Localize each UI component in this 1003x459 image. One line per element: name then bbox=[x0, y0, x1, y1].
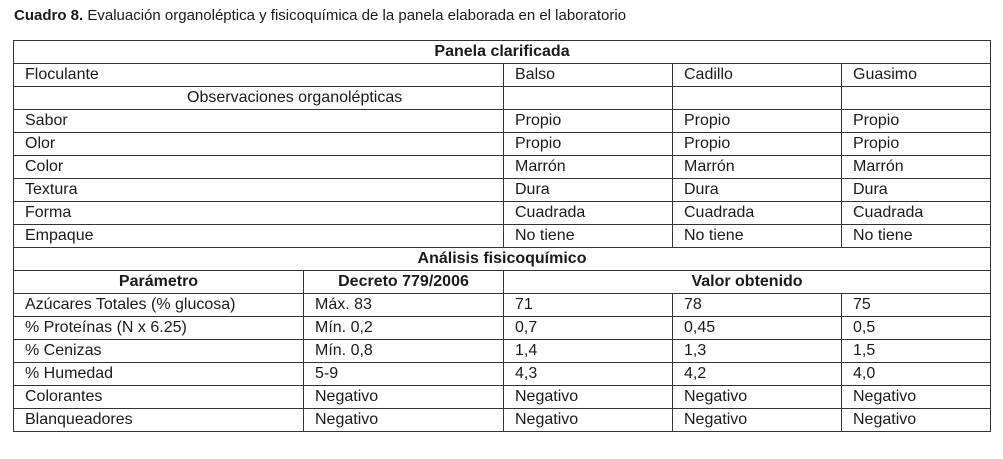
obtained-value: Negativo bbox=[504, 386, 673, 409]
obtained-value: 0,45 bbox=[673, 317, 842, 340]
decreto-value: Mín. 0,8 bbox=[304, 340, 504, 363]
table-row bbox=[14, 363, 991, 386]
table-row bbox=[14, 340, 991, 363]
empty-cell bbox=[842, 87, 991, 110]
row-value: Dura bbox=[842, 179, 991, 202]
floculante-header: Floculante bbox=[14, 64, 504, 87]
obtained-value: 1,3 bbox=[673, 340, 842, 363]
row-value: Marrón bbox=[504, 156, 673, 179]
decreto-value: Negativo bbox=[304, 386, 504, 409]
row-value: Propio bbox=[673, 110, 842, 133]
table-row bbox=[14, 317, 991, 340]
row-value: No tiene bbox=[673, 225, 842, 248]
row-label: Sabor bbox=[14, 110, 504, 133]
param-label: % Proteínas (N x 6.25) bbox=[14, 317, 304, 340]
param-label: % Humedad bbox=[14, 363, 304, 386]
section-title-panela: Panela clarificada bbox=[14, 41, 991, 64]
obtained-value: 4,2 bbox=[673, 363, 842, 386]
obtained-value: Negativo bbox=[673, 386, 842, 409]
obtained-value: 78 bbox=[673, 294, 842, 317]
obtained-value: Negativo bbox=[504, 409, 673, 432]
row-value: No tiene bbox=[842, 225, 991, 248]
observaciones-row bbox=[14, 87, 991, 110]
table-row bbox=[14, 133, 991, 156]
table-row bbox=[14, 409, 991, 432]
observaciones-label: Observaciones organolépticas bbox=[14, 87, 504, 110]
param-label: Azúcares Totales (% glucosa) bbox=[14, 294, 304, 317]
row-value: Cuadrada bbox=[673, 202, 842, 225]
analisis-header-row bbox=[14, 271, 991, 294]
row-label: Color bbox=[14, 156, 504, 179]
column-balso: Balso bbox=[504, 64, 673, 87]
decreto-value: 5-9 bbox=[304, 363, 504, 386]
obtained-value: 4,0 bbox=[842, 363, 991, 386]
table-row bbox=[14, 110, 991, 133]
section-header-row bbox=[14, 41, 991, 64]
row-value: Propio bbox=[842, 110, 991, 133]
row-value: Dura bbox=[673, 179, 842, 202]
obtained-value: 1,5 bbox=[842, 340, 991, 363]
section-header-row bbox=[14, 248, 991, 271]
decreto-value: Mín. 0,2 bbox=[304, 317, 504, 340]
empty-cell bbox=[673, 87, 842, 110]
obtained-value: 71 bbox=[504, 294, 673, 317]
decreto-value: Negativo bbox=[304, 409, 504, 432]
header-parametro: Parámetro bbox=[14, 271, 304, 294]
row-label: Textura bbox=[14, 179, 504, 202]
table-row bbox=[14, 225, 991, 248]
table-row bbox=[14, 202, 991, 225]
obtained-value: Negativo bbox=[673, 409, 842, 432]
obtained-value: 75 bbox=[842, 294, 991, 317]
row-value: Propio bbox=[504, 110, 673, 133]
param-label: % Cenizas bbox=[14, 340, 304, 363]
row-label: Forma bbox=[14, 202, 504, 225]
row-value: Cuadrada bbox=[504, 202, 673, 225]
table-caption bbox=[14, 6, 626, 26]
obtained-value: 4,3 bbox=[504, 363, 673, 386]
obtained-value: 0,7 bbox=[504, 317, 673, 340]
table-row bbox=[14, 179, 991, 202]
floculante-header-row bbox=[14, 64, 991, 87]
param-label: Colorantes bbox=[14, 386, 304, 409]
column-guasimo: Guasimo bbox=[842, 64, 991, 87]
row-value: Propio bbox=[842, 133, 991, 156]
row-value: Cuadrada bbox=[842, 202, 991, 225]
row-value: Propio bbox=[673, 133, 842, 156]
results-table-body bbox=[14, 41, 991, 432]
row-label: Olor bbox=[14, 133, 504, 156]
row-value: Marrón bbox=[673, 156, 842, 179]
results-table bbox=[13, 40, 991, 432]
table-row bbox=[14, 386, 991, 409]
obtained-value: 1,4 bbox=[504, 340, 673, 363]
row-value: Dura bbox=[504, 179, 673, 202]
row-value: Propio bbox=[504, 133, 673, 156]
obtained-value: Negativo bbox=[842, 409, 991, 432]
section-title-analisis: Análisis fisicoquímico bbox=[14, 248, 991, 271]
table-row bbox=[14, 156, 991, 179]
header-valor-obtenido: Valor obtenido bbox=[504, 271, 991, 294]
caption-label: Cuadro 8. bbox=[14, 7, 84, 24]
obtained-value: Negativo bbox=[842, 386, 991, 409]
param-label: Blanqueadores bbox=[14, 409, 304, 432]
caption-text: Evaluación organoléptica y fisicoquímica de la panela elaborada en el laboratorio bbox=[87, 7, 627, 24]
obtained-value: 0,5 bbox=[842, 317, 991, 340]
column-cadillo: Cadillo bbox=[673, 64, 842, 87]
row-value: No tiene bbox=[504, 225, 673, 248]
row-label: Empaque bbox=[14, 225, 504, 248]
header-decreto: Decreto 779/2006 bbox=[304, 271, 504, 294]
empty-cell bbox=[504, 87, 673, 110]
decreto-value: Máx. 83 bbox=[304, 294, 504, 317]
table-row bbox=[14, 294, 991, 317]
row-value: Marrón bbox=[842, 156, 991, 179]
